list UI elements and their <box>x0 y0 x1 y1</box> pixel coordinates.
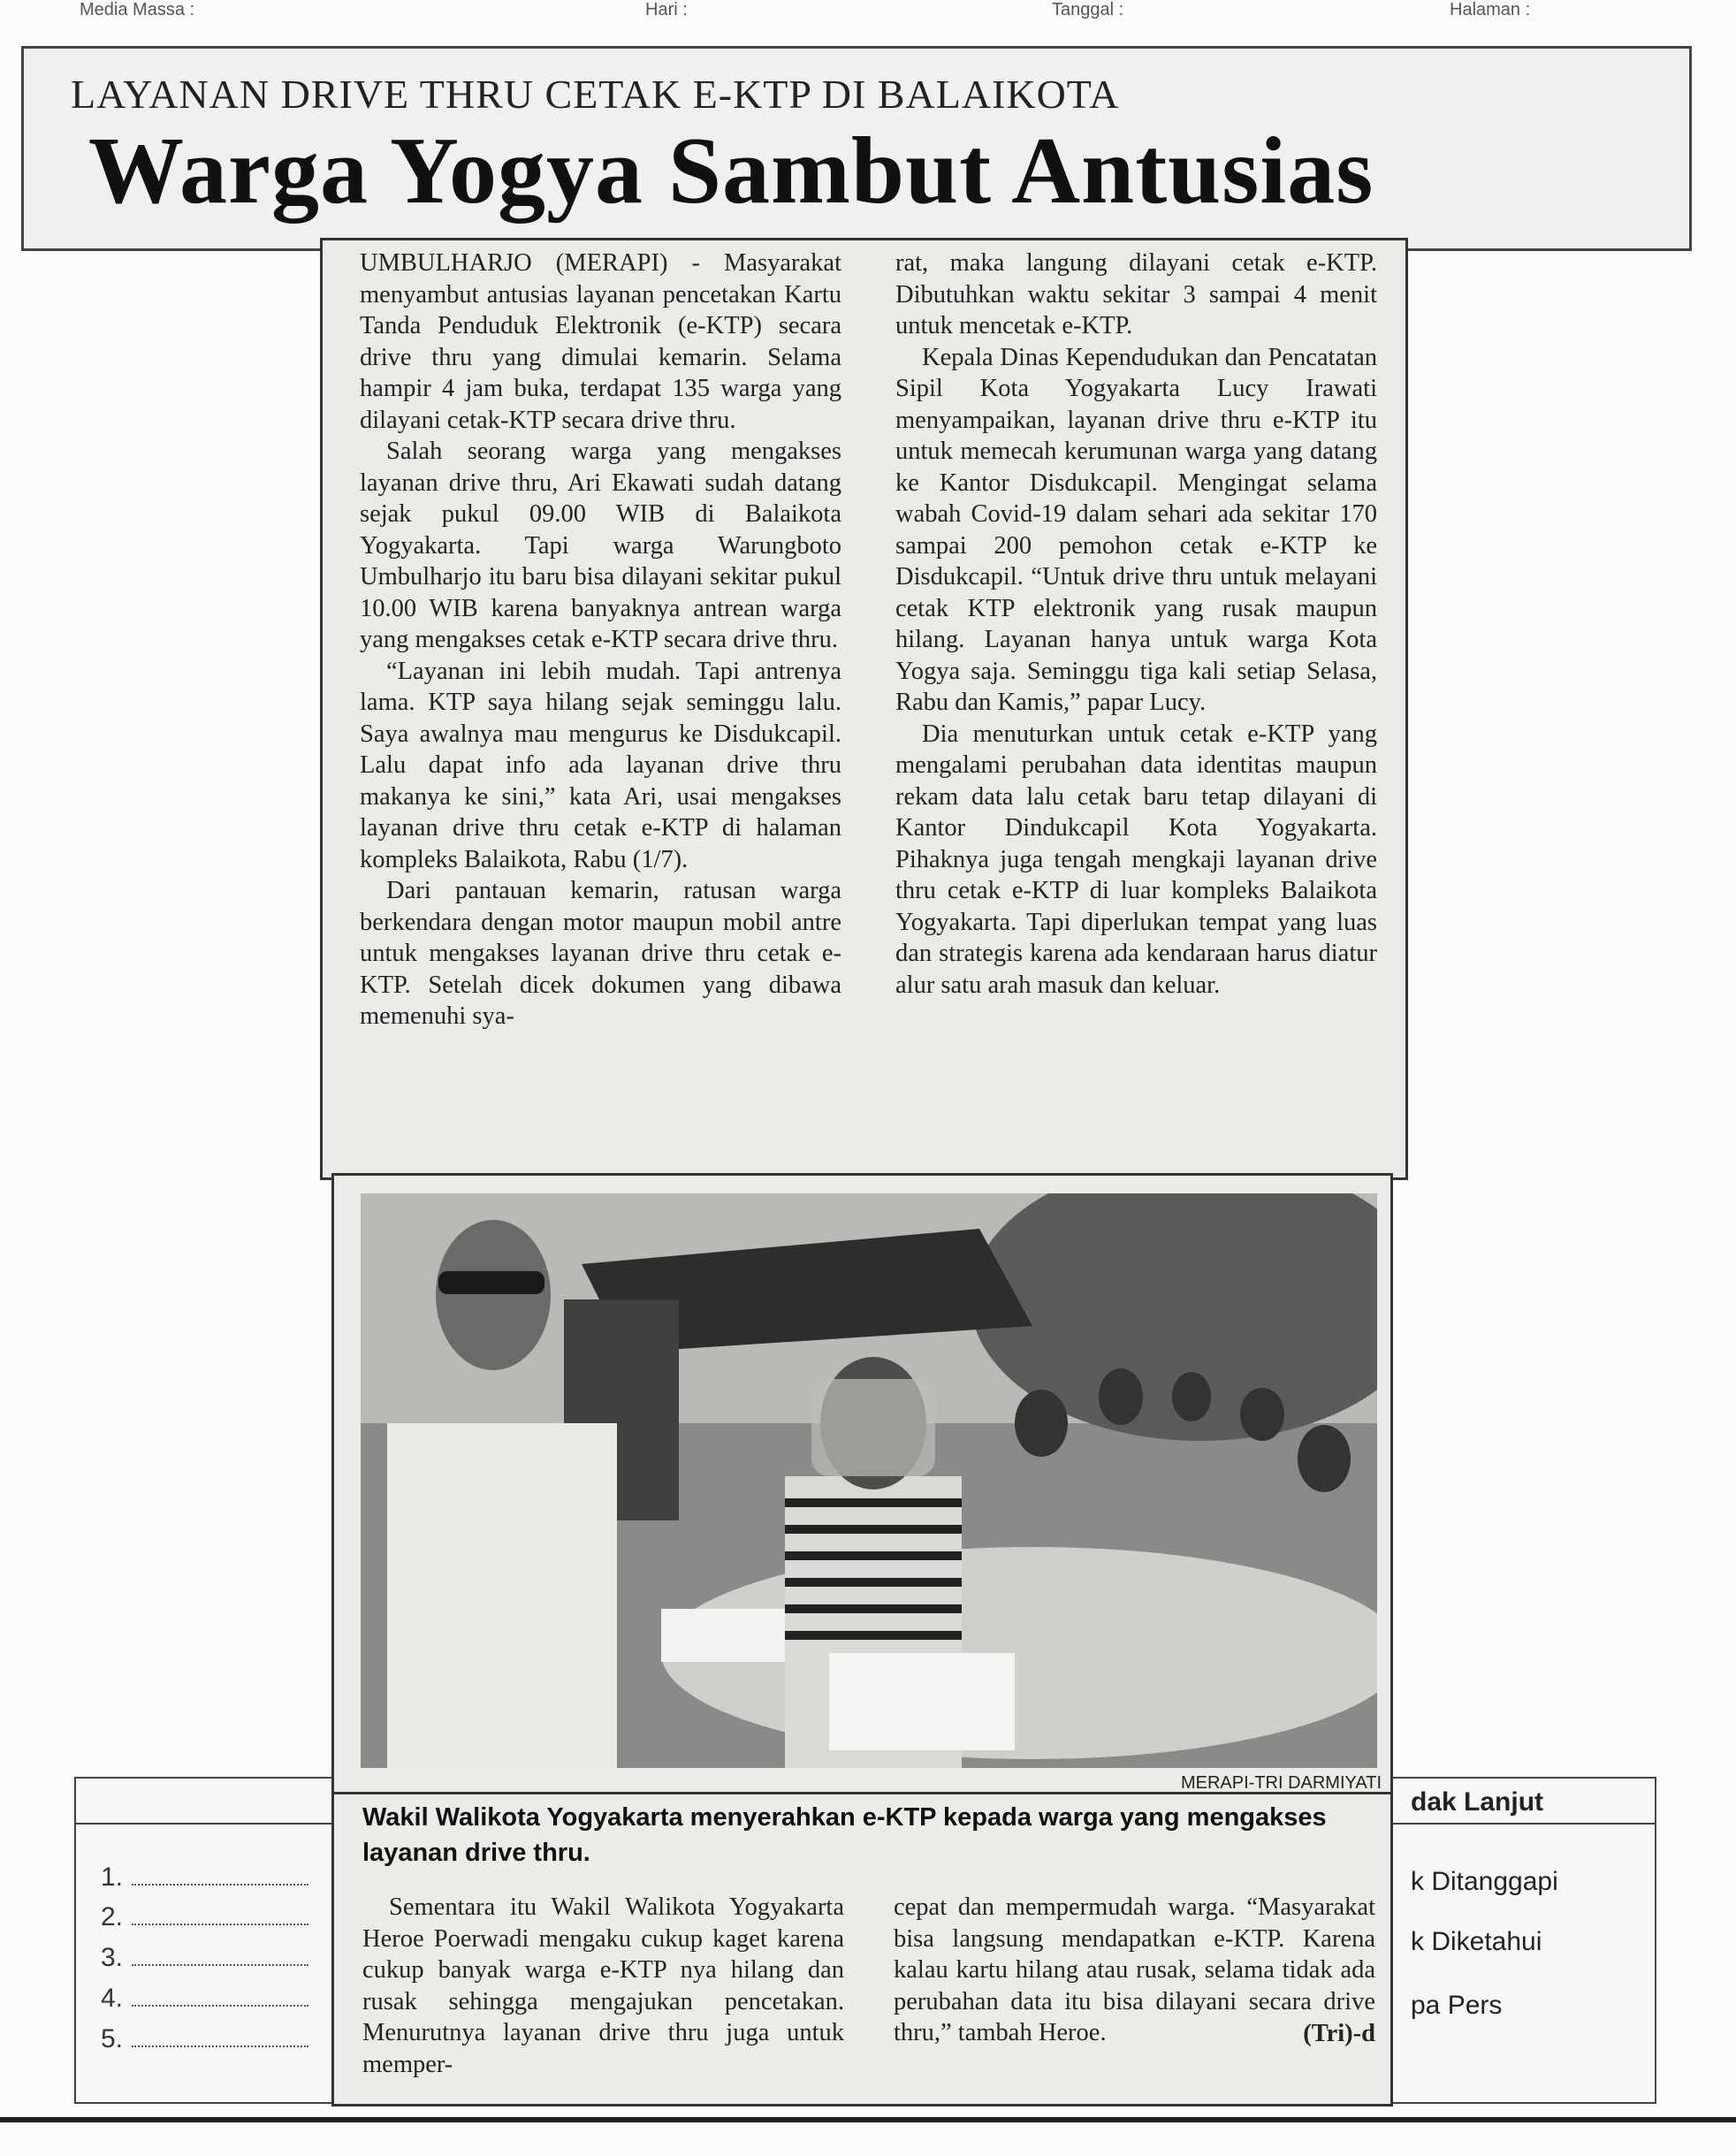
article-paragraph: Salah seorang warga yang mengakses layanan drive thru, Ari Ekawati sudah datang sejak pukul 09.00 WIB di Balaikota Yogyakarta. Tapi warga Warungboto Umbulharjo itu baru bisa dilayani sekitar pukul 10.00 WIB karena banyaknya antrean warga yang mengakses cetak e-KTP secara drive thru. <box>360 438 841 653</box>
clipping-header-strip <box>0 0 1736 27</box>
form-line-4: 4. <box>101 1984 308 2014</box>
media-label: Media Massa : <box>80 0 195 19</box>
date-label: Tanggal : <box>1052 0 1124 19</box>
article-paragraph: UMBULHARJO (MERAPI) - Masyarakat menyambut antusias layanan pencetakan Kartu Tanda Penduduk Elektronik (e-KTP) secara drive thru yang dimulai kemarin. Selama hampir 4 jam buka, terdapat 135 warga yang dilayani cetak-KTP secara drive thru. <box>360 249 841 434</box>
article-paragraph: Dia menuturkan untuk cetak e-KTP yang mengalami perubahan data identitas maupun rekam data lalu cetak baru tetap dilayani di Kantor Dindukcapil Kota Yogyakarta. Pihaknya juga tengah mengkaji layanan drive thru cetak e-KTP di luar kompleks Balaikota Yogyakarta. Tapi diperlukan tempat yang luas dan strategis karena ada kendaraan harus diatur alur satu arah masuk dan keluar. <box>895 720 1377 999</box>
news-photo <box>361 1193 1377 1768</box>
follow-up-item-3: pa Pers <box>1411 1991 1503 2020</box>
article-paragraph: rat, maka langung dilayani cetak e-KTP. Dibutuhkan waktu sekitar 3 sampai 4 menit untuk mencetak e-KTP. <box>895 249 1377 339</box>
article-paragraph: Dari pantauan kemarin, ratusan warga berkendara dengan motor maupun mobil antre untuk mengakses layanan drive thru cetak e-KTP. Setelah dicek dokumen yang dibawa memenuhi sya- <box>360 877 841 1030</box>
follow-up-item-1: k Ditanggapi <box>1411 1867 1558 1896</box>
article-paragraph: Sementara itu Wakil Walikota Yogyakarta Heroe Poerwadi mengaku cukup kaget karena cukup banyak warga e-KTP nya hilang dan rusak sehingga mengajukan pencetakan. Menurutnya layanan drive thru juga untuk memper- <box>362 1893 844 2078</box>
headline-title: Warga Yogya Sambut Antusias <box>88 118 1374 224</box>
closing-left-column <box>362 1892 844 2080</box>
photo-caption: Wakil Walikota Yogyakarta menyerahkan e-KTP kepada warga yang mengakses layanan drive thru. <box>362 1803 1327 1867</box>
closing-right-column <box>894 1892 1375 2049</box>
article-clipping <box>323 240 1405 1177</box>
form-line-5: 5. <box>101 2024 308 2054</box>
article-left-column <box>360 248 841 1032</box>
photo-clipping <box>334 1176 1390 1794</box>
follow-up-title: dak Lanjut <box>1411 1787 1544 1817</box>
follow-up-item-2: k Diketahui <box>1411 1927 1542 1956</box>
form-line-2: 2. <box>101 1902 308 1932</box>
photo-illustration <box>361 1193 1377 1768</box>
byline: (Tri)-d <box>1303 2019 1375 2047</box>
form-line-1: 1. <box>101 1863 308 1893</box>
article-paragraph: cepat dan mempermudah warga. “Masyarakat bisa langsung mendapatkan e-KTP. Karena kalau kartu hilang atau rusak, selama tidak ada perubahan data itu bisa dilayani secara drive thru,” tambah Heroe. <box>894 1893 1375 2046</box>
photo-credit: MERAPI-TRI DARMIYATI <box>1180 1773 1382 1793</box>
caption-clipping <box>334 1794 1390 2104</box>
article-paragraph: Kepala Dinas Kependudukan dan Pencatatan Sipil Kota Yogyakarta Lucy Irawati menyampaikan, layanan drive thru e-KTP itu untuk memecah kerumunan warga yang datang ke Kantor Disdukcapil. Mengingat selama wabah Covid-19 dalam sehari ada sekitar 170 sampai 200 pemohon cetak e-KTP ke Disdukcapil. “Untuk drive thru untuk melayani cetak KTP elektronik yang rusak maupun hilang. Layanan hanya untuk warga Kota Yogya saja. Seminggu tiga kali setiap Selasa, Rabu dan Kamis,” papar Lucy. <box>895 343 1377 716</box>
article-paragraph: “Layanan ini lebih mudah. Tapi antrenya lama. KTP saya hilang sejak seminggu lalu. Saya awalnya mau mengurus ke Disdukcapil. Lalu dapat info ada layanan drive thru makanya ke sini,” kata Ari, usai mengakses layanan drive thru cetak e-KTP di halaman kompleks Balaikota, Rabu (1/7). <box>360 657 841 873</box>
article-right-column <box>895 248 1377 1001</box>
page-label: Halaman : <box>1450 0 1531 19</box>
day-label: Hari : <box>645 0 688 19</box>
headline-kicker: LAYANAN DRIVE THRU CETAK E-KTP DI BALAIKOTA <box>71 72 1120 117</box>
form-line-3: 3. <box>101 1943 308 1973</box>
bottom-rule <box>0 2117 1736 2122</box>
